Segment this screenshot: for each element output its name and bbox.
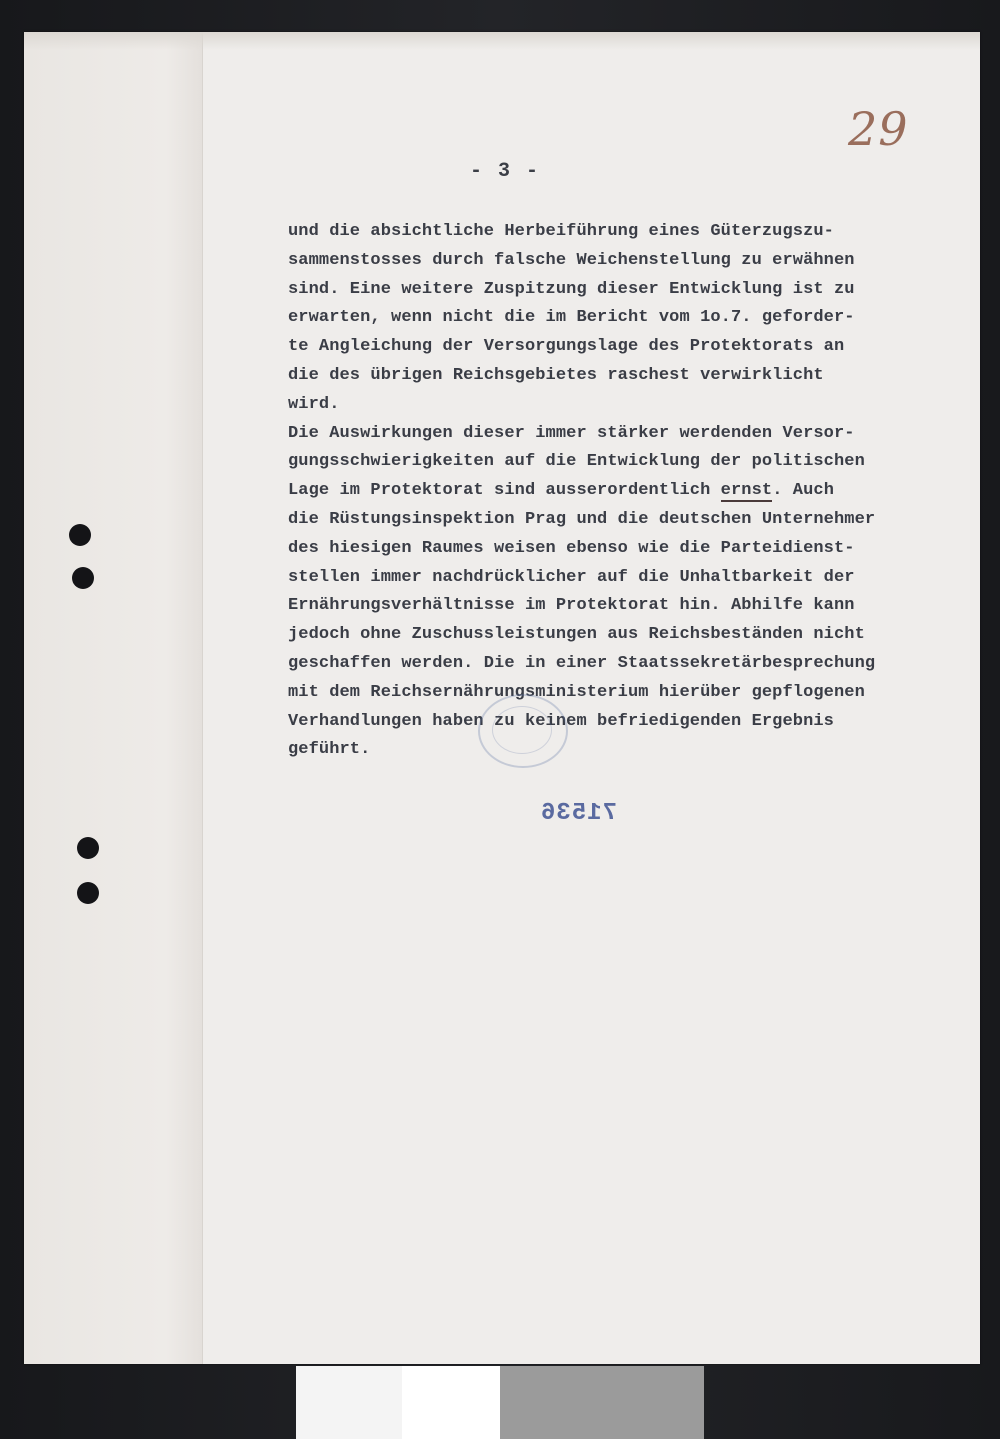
punch-hole <box>72 567 94 589</box>
text-line: erwarten, wenn nicht die im Bericht vom 1o.7. geforder- <box>288 308 855 328</box>
calibration-patch-grey <box>500 1366 704 1439</box>
text-line: und die absichtliche Herbeiführung eines Güterzugszu- <box>288 222 834 241</box>
calibration-patch-light <box>296 1366 402 1439</box>
text-line: Die Auswirkungen dieser immer stärker werdenden Versor- <box>288 423 855 443</box>
text-line: gungsschwierigkeiten auf die Entwicklung der politischen <box>288 452 865 472</box>
archive-seal-stamp <box>478 694 568 768</box>
folio-number: 29 <box>848 102 909 156</box>
punch-hole <box>77 882 99 904</box>
text-line: geführt. <box>288 740 371 760</box>
text-segment: . Auch <box>772 481 834 501</box>
underlined-word: ernst <box>720 481 773 501</box>
paper-top-shade <box>24 32 980 50</box>
archive-number-stamp: 71536 <box>540 800 618 827</box>
text-line: te Angleichung der Versorgungslage des Protektorats an <box>288 337 845 357</box>
text-line: des hiesigen Raumes weisen ebenso wie die Parteidienst- <box>288 538 855 558</box>
text-line: geschaffen werden. Die in einer Staatssekretärbesprechung <box>288 653 876 673</box>
punch-hole <box>77 837 99 859</box>
text-line: jedoch ohne Zuschussleistungen aus Reichsbeständen nicht <box>288 625 865 645</box>
text-line: die Rüstungsinspektion Prag und die deutschen Unternehmer <box>288 509 876 529</box>
paper-fold-edge <box>24 32 203 1364</box>
text-line-with-underline <box>288 477 968 506</box>
text-line: Ernährungsverhältnisse im Protektorat hin. Abhilfe kann <box>288 596 855 616</box>
text-line: sind. Eine weitere Zuspitzung dieser Entwicklung ist zu <box>288 279 855 299</box>
punch-hole <box>69 524 91 546</box>
text-line: sammenstosses durch falsche Weichenstellung zu erwähnen <box>288 250 855 270</box>
page-number: - 3 - <box>470 160 541 183</box>
text-line: mit dem Reichsernährungsministerium hierüber gepflogenen <box>288 682 865 702</box>
text-line: die des übrigen Reichsgebietes raschest verwirklicht <box>288 365 824 385</box>
text-segment: Lage im Protektorat sind ausserordentlich <box>288 481 721 501</box>
calibration-patch-white <box>402 1366 500 1439</box>
archive-seal-inner-ring <box>492 706 552 754</box>
document-body <box>288 218 968 765</box>
text-line: Verhandlungen haben zu keinem befriedigenden Ergebnis <box>288 711 834 731</box>
text-line: wird. <box>288 394 340 414</box>
text-line: stellen immer nachdrücklicher auf die Unhaltbarkeit der <box>288 567 855 587</box>
